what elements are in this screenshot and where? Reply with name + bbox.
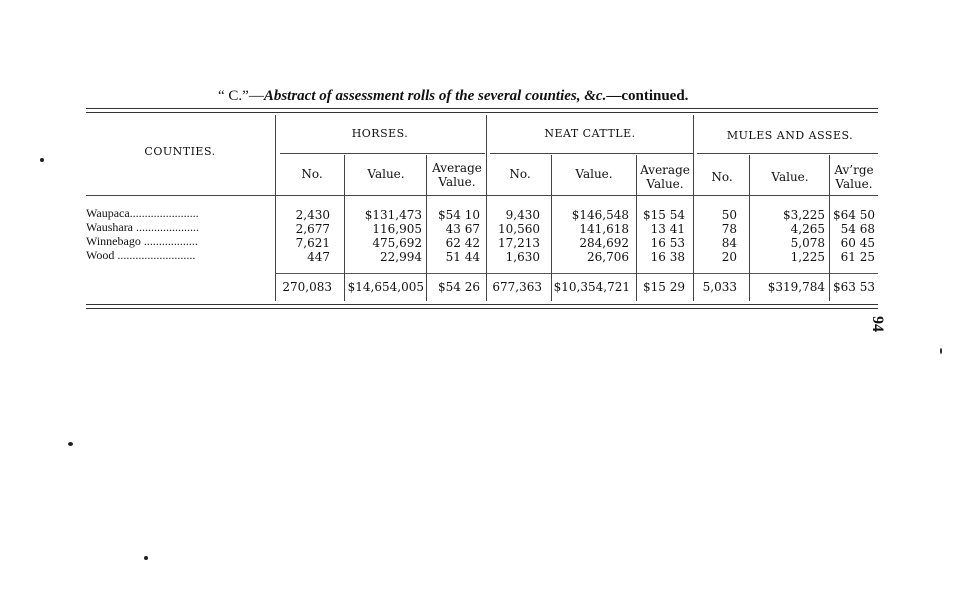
county-name: Waushara ..................... bbox=[86, 220, 200, 234]
cattle-no-header: No. bbox=[509, 167, 531, 181]
horses-header: HORSES. bbox=[351, 127, 409, 140]
table-cell: 22,994 bbox=[380, 250, 422, 264]
table-cell: 116,905 bbox=[372, 222, 422, 236]
table-cell: 447 bbox=[307, 250, 330, 264]
cattle-avg-header-1: Average bbox=[640, 163, 690, 177]
table-cell: 10,560 bbox=[498, 222, 540, 236]
total-cell: $63 53 bbox=[833, 280, 875, 294]
total-cell: 677,363 bbox=[492, 280, 542, 294]
mules-no-header: No. bbox=[711, 170, 733, 184]
page-title bbox=[218, 88, 818, 105]
col-divider bbox=[749, 155, 750, 301]
table-cell: 26,706 bbox=[587, 250, 629, 264]
table-cell: $54 10 bbox=[438, 208, 480, 222]
totals-rule bbox=[276, 273, 878, 274]
total-cell: $319,784 bbox=[767, 280, 825, 294]
mules-avg-header-2: Value. bbox=[835, 177, 873, 191]
table-cell: 61 25 bbox=[840, 250, 875, 264]
total-cell: 5,033 bbox=[702, 280, 737, 294]
table-cell: 141,618 bbox=[579, 222, 629, 236]
table-cell: $64 50 bbox=[833, 208, 875, 222]
title-italic: Abstract of assessment rolls of the several counties, &c. bbox=[263, 88, 607, 104]
table-cell: $15 54 bbox=[643, 208, 685, 222]
county-name: Winnebago .................. bbox=[86, 234, 198, 248]
mules-value-header: Value. bbox=[771, 170, 809, 184]
table-cell: 5,078 bbox=[790, 236, 825, 250]
table-cell: 1,225 bbox=[790, 250, 825, 264]
table-cell: $3,225 bbox=[783, 208, 825, 222]
total-cell: $10,354,721 bbox=[553, 280, 630, 294]
ink-speck bbox=[40, 158, 44, 162]
table-cell: 4,265 bbox=[790, 222, 825, 236]
col-divider bbox=[426, 155, 427, 301]
table-cell: 20 bbox=[721, 250, 737, 264]
cattle-value-header: Value. bbox=[575, 167, 613, 181]
col-divider bbox=[486, 115, 487, 301]
table-cell: 16 53 bbox=[650, 236, 685, 250]
bottom-rule bbox=[86, 304, 878, 305]
table-cell: 475,692 bbox=[372, 236, 422, 250]
table-cell: 78 bbox=[721, 222, 737, 236]
county-name: Waupaca....................... bbox=[86, 206, 199, 220]
cattle-avg-header-2: Value. bbox=[646, 177, 684, 191]
total-cell: $15 29 bbox=[643, 280, 685, 294]
table-cell: 60 45 bbox=[840, 236, 875, 250]
table-cell: 43 67 bbox=[445, 222, 480, 236]
table-cell: 84 bbox=[721, 236, 737, 250]
table-cell: 1,630 bbox=[505, 250, 540, 264]
top-rule bbox=[86, 108, 878, 109]
total-cell: 270,083 bbox=[282, 280, 332, 294]
mules-avg-header-1: Av’rge bbox=[834, 163, 874, 177]
title-prefix: “ C.”— bbox=[218, 88, 264, 104]
table-cell: 284,692 bbox=[579, 236, 629, 250]
horses-value-header: Value. bbox=[367, 167, 405, 181]
bottom-rule-double bbox=[86, 308, 878, 309]
table-cell: 54 68 bbox=[840, 222, 875, 236]
title-suffix: —continued. bbox=[606, 88, 689, 104]
table-cell: 62 42 bbox=[445, 236, 480, 250]
table-cell: 2,677 bbox=[295, 222, 330, 236]
ink-speck bbox=[144, 556, 148, 560]
horses-avg-header-2: Value. bbox=[438, 175, 476, 189]
counties-header: COUNTIES. bbox=[144, 145, 216, 158]
col-divider bbox=[275, 115, 276, 301]
top-rule-double bbox=[86, 112, 878, 113]
total-cell: $54 26 bbox=[438, 280, 480, 294]
table-cell: 16 38 bbox=[650, 250, 685, 264]
ink-speck bbox=[68, 442, 73, 446]
horses-no-header: No. bbox=[301, 167, 323, 181]
county-name: Wood .......................... bbox=[86, 248, 196, 262]
page-number: 94 bbox=[869, 316, 886, 332]
table-cell: 51 44 bbox=[445, 250, 480, 264]
mules-header: MULES AND ASSES. bbox=[726, 129, 854, 142]
header-bottom-rule bbox=[86, 195, 878, 196]
mules-group-rule bbox=[697, 153, 878, 154]
table-cell: $131,473 bbox=[364, 208, 422, 222]
total-cell: $14,654,005 bbox=[347, 280, 424, 294]
ink-speck bbox=[940, 348, 942, 354]
table-cell: 7,621 bbox=[295, 236, 330, 250]
table-cell: $146,548 bbox=[571, 208, 629, 222]
table-cell: 17,213 bbox=[498, 236, 540, 250]
table-cell: 9,430 bbox=[505, 208, 540, 222]
table-cell: 50 bbox=[721, 208, 737, 222]
col-divider bbox=[693, 115, 694, 301]
horses-avg-header-1: Average bbox=[432, 161, 482, 175]
table-cell: 13 41 bbox=[650, 222, 685, 236]
neat-cattle-header: NEAT CATTLE. bbox=[544, 127, 636, 140]
cattle-group-rule bbox=[490, 153, 693, 154]
horses-group-rule bbox=[280, 153, 485, 154]
table-cell: 2,430 bbox=[295, 208, 330, 222]
